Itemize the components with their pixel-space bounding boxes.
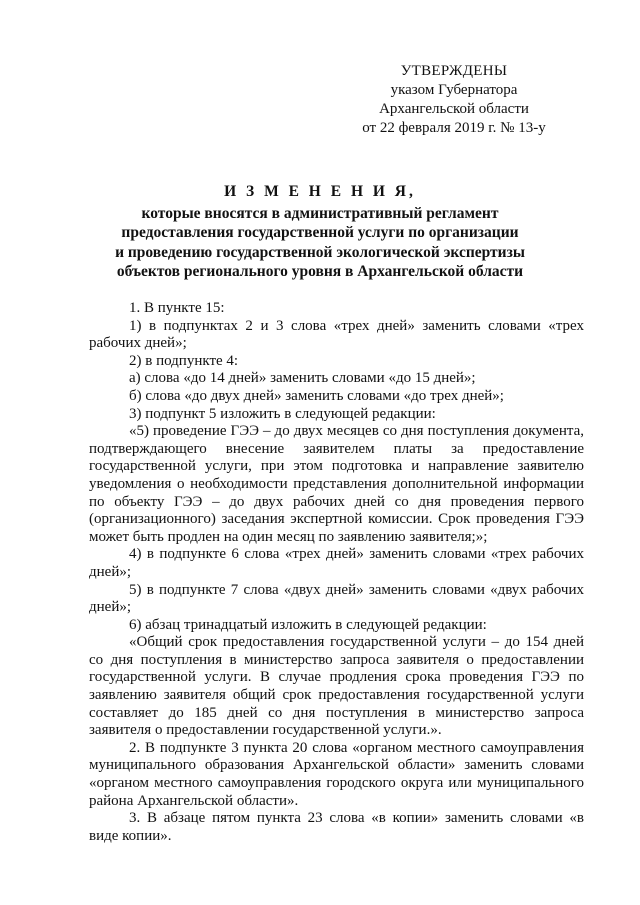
paragraph: а) слова «до 14 дней» заменить словами «до 15 дней»;	[129, 370, 476, 387]
title-line-3: и проведению государственной экологической экспертизы	[115, 243, 525, 261]
paragraph: 3) подпункт 5 изложить в следующей редакции:	[129, 405, 436, 422]
approval-heading: УТВЕРЖДЕНЫ	[400, 63, 508, 79]
title-line-1: которые вносятся в административный регламент	[141, 204, 499, 222]
document-title	[0, 182, 640, 282]
paragraph: б) слова «до двух дней» заменить словами «до трех дней»;	[129, 387, 504, 404]
approval-line-3: от 22 февраля 2019 г. № 13-у	[362, 120, 546, 136]
paragraph: 4) в подпункте 6 слова «трех дней» заменить словами «трех рабочих дней»;	[89, 546, 584, 580]
title-heading: И З М Е Н Е Н И Я,	[224, 183, 416, 200]
approval-stamp	[324, 62, 584, 138]
approval-line-1: указом Губернатора	[390, 82, 518, 98]
approval-line-2: Архангельской области	[379, 101, 529, 117]
document-body	[89, 300, 584, 845]
paragraph: 1. В пункте 15:	[129, 300, 225, 316]
paragraph: 5) в подпункте 7 слова «двух дней» заменить словами «двух рабочих дней»;	[89, 581, 584, 616]
title-line-2: предоставления государственной услуги по организации	[121, 224, 519, 241]
paragraph: 2) в подпункте 4:	[129, 352, 239, 369]
paragraph: 1) в подпунктах 2 и 3 слова «трех дней» заменить словами «трех рабочих дней»;	[89, 317, 584, 352]
title-line-4: объектов регионального уровня в Архангельской области	[116, 263, 524, 280]
paragraph: «5) проведение ГЭЭ – до двух месяцев со дня поступления документа, подтверждающего внесение заявителем платы за предоставление государственной услуги, при этом подготовка и направление заявителю уведомления о необходимости представления дополнительной информации по объекту ГЭЭ – до двух рабочих дней со дня проведения первого (организационного) заседания экспертной комиссии. Срок проведения ГЭЭ может быть продлен на один месяц по заявлению заявителя;»;	[89, 423, 584, 545]
paragraph: 3. В абзаце пятом пункта 23 слова «в копии» заменить словами «в виде копии».	[89, 810, 584, 844]
paragraph: 6) абзац тринадцатый изложить в следующей редакции:	[129, 616, 487, 633]
paragraph: «Общий срок предоставления государственной услуги – до 154 дней со дня поступления в министерство запроса заявителя о предоставлении государственной услуги. В случае продления срока проведения ГЭЭ по заявлению заявителя общий срок предоставления государственной услуги составляет до 185 дней со дня поступления в министерство запроса заявителя о предоставлении государственной услуги.».	[89, 634, 584, 739]
paragraph: 2. В подпункте 3 пункта 20 слова «органом местного самоуправления муниципального образования Архангельской области» заменить словами «органом местного самоуправления городского округа или муниципального района Архангельской области».	[89, 739, 584, 809]
